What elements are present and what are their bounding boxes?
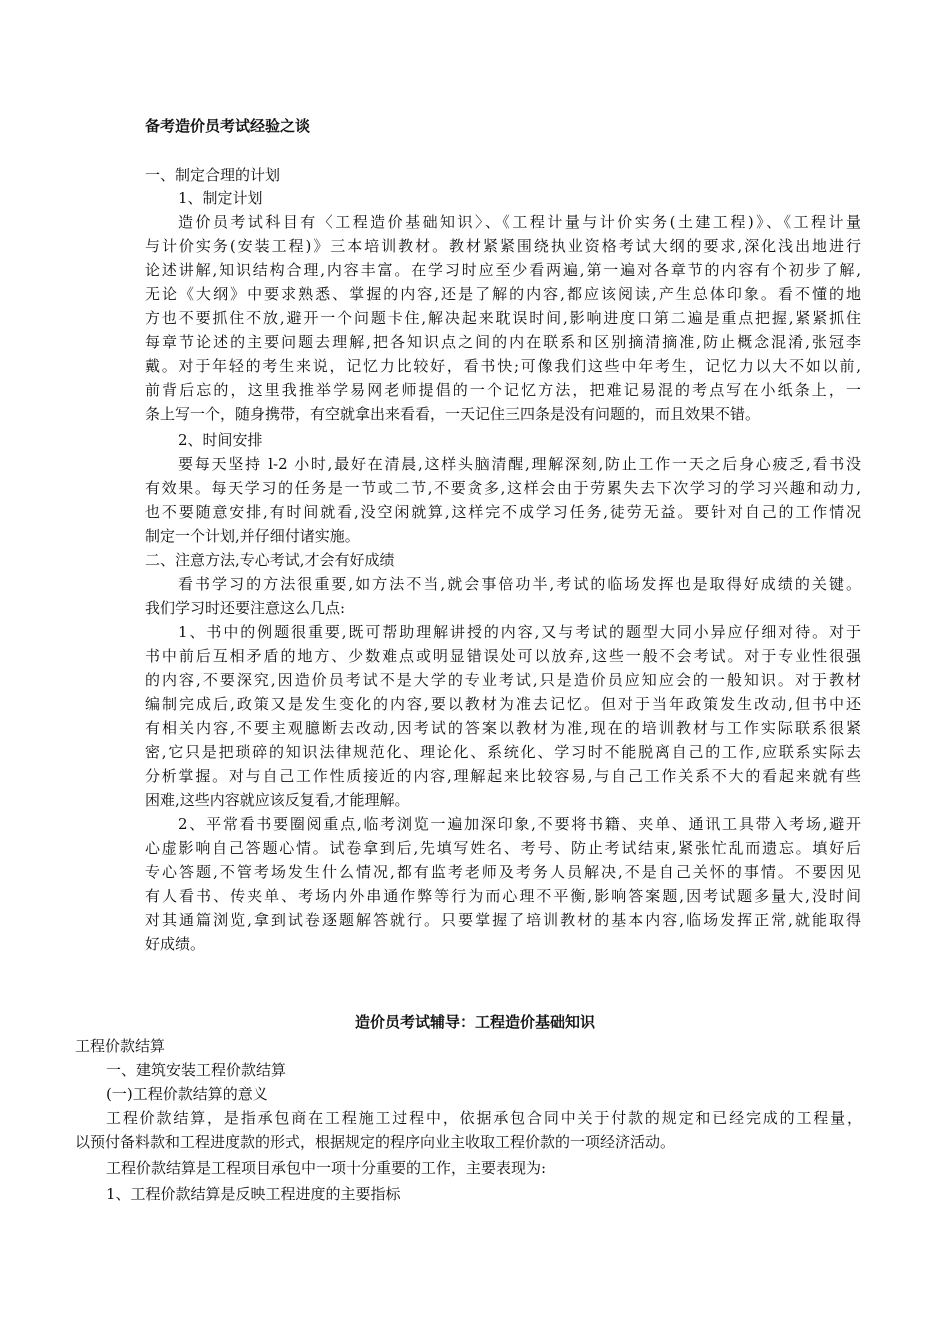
paragraph-line: 好成绩。 bbox=[145, 935, 206, 953]
heading-plan: 一、制定合理的计划 bbox=[145, 166, 281, 184]
paragraph-line: 困难,这些内容就应该反复看,才能理解。 bbox=[145, 791, 410, 809]
subheading-plan: 1、制定计划 bbox=[178, 189, 263, 207]
paragraph-line: 有人看书、传夹单、考场内外串通作弊等行为而心理不平衡,影响答案题,因考试题多量大,没时间 bbox=[145, 887, 861, 905]
paragraph-indicator: 1、工程价款结算是反映工程进度的主要指标 bbox=[106, 1185, 401, 1203]
paragraph-line: 1、书中的例题很重要,既可帮助理解讲授的内容,又与考试的题型大同小异应仔细对待。对于 bbox=[178, 623, 861, 641]
section-heading: 工程价款结算 bbox=[75, 1037, 166, 1055]
doc-title: 备考造价员考试经验之谈 bbox=[145, 117, 311, 135]
paragraph-line: 戴。对于年轻的考生来说，记忆力比较好，看书快;可像我们这些中年考生，记忆力以大不如以前, bbox=[145, 357, 861, 375]
paragraph-line: 每章节论述的主要问题去理解,把各知识点之间的内在联系和区别摘清摘准,防止概念混淆,张冠李 bbox=[145, 333, 861, 351]
paragraph-line: 无论《大纲》中要求熟悉、掌握的内容,还是了解的内容,都应该阅读,产生总体印象。看不懂的地 bbox=[145, 285, 861, 303]
paragraph-line: 与计价实务(安装工程)》三本培训教材。教材紧紧围绕执业资格考试大纲的要求,深化浅出地进行 bbox=[145, 237, 861, 255]
paragraph-line: 我们学习时还要注意这么几点: bbox=[145, 599, 346, 617]
paragraph-line: 书中前后互相矛盾的地方、少数难点或明显错误处可以放弃,这些一般不会考试。对于专业性很强 bbox=[145, 647, 861, 665]
heading-method: 二、注意方法,专心考试,才会有好成绩 bbox=[145, 551, 395, 569]
paragraph-line: 有效果。每天学习的任务是一节或二节,不要贪多,这样会由于劳累失去下次学习的学习兴趣和动力, bbox=[145, 479, 861, 497]
paragraph-line: 编制完成后,政策又是发生变化的内容,要以教材为准去记忆。但对于当年政策发生改动,但书中还 bbox=[145, 695, 861, 713]
paragraph-line: 方也不要抓住不放,避开一个问题卡住,解决起来耽误时间,影响进度口第二遍是重点把握,紧紧抓住 bbox=[145, 309, 861, 327]
paragraph-line: 工程价款结算，是指承包商在工程施工过程中，依据承包合同中关于付款的规定和已经完成的工程量， bbox=[106, 1109, 862, 1127]
paragraph-line: 密,它只是把琐碎的知识法律规范化、理论化、系统化、学习时不能脱离自己的工作,应联系实际去 bbox=[145, 743, 861, 761]
section-title: 造价员考试辅导：工程造价基础知识 bbox=[354, 1013, 595, 1031]
paragraph-line: 对其通篇浏览,拿到试卷逐题解答就行。只要掌握了培训教材的基本内容,临场发挥正常,就能取得 bbox=[145, 911, 861, 929]
paragraph-line: 造价员考试科目有〈工程造价基础知识〉、《工程计量与计价实务(土建工程)》、《工程计量 bbox=[178, 213, 861, 231]
heading-significance: (一)工程价款结算的意义 bbox=[106, 1085, 268, 1103]
paragraph-line: 制定一个计划,并仔细付诸实施。 bbox=[145, 527, 360, 545]
paragraph-line: 论述讲解,知识结构合理,内容丰富。在学习时应至少看两遍,第一遍对各章节的内容有个初步了解, bbox=[145, 261, 861, 279]
heading-settlement: 一、建筑安装工程价款结算 bbox=[106, 1061, 287, 1079]
paragraph-line: 要每天坚持 l-2 小时,最好在清晨,这样头脑清醒,理解深刻,防止工作一天之后身心疲乏,看书没 bbox=[178, 455, 861, 473]
subheading-schedule: 2、时间安排 bbox=[178, 431, 263, 449]
paragraph-line: 2、平常看书要圈阅重点,临考浏览一遍加深印象,不要将书籍、夹单、通讯工具带入考场,避开 bbox=[178, 815, 861, 833]
paragraph-line: 条上写一个，随身携带，有空就拿出来看看，一天记住三四条是没有问题的，而且效果不错。 bbox=[145, 405, 761, 423]
paragraph-line: 以预付备料款和工程进度款的形式，根据规定的程序向业主收取工程价款的一项经济活动。 bbox=[75, 1133, 676, 1151]
paragraph-importance: 工程价款结算是工程项目承包中一项十分重要的工作，主要表现为: bbox=[106, 1159, 547, 1177]
paragraph-line: 有相关内容,不要主观臆断去改动,因考试的答案以教材为准,现在的培训教材与工作实际联系很紧 bbox=[145, 719, 861, 737]
paragraph-line: 的内容,不要深究,因造价员考试不是大学的专业考试,只是造价员应知应会的一般知识。对于教材 bbox=[145, 671, 861, 689]
paragraph-line: 分析掌握。对与自己工作性质接近的内容,理解起来比较容易,与自己工作关系不大的看起来就有些 bbox=[145, 767, 861, 785]
paragraph-line: 心虚影响自己答题心情。试卷拿到后,先填写姓名、考号、防止考试结束,紧张忙乱而遗忘。填好后 bbox=[145, 839, 861, 857]
paragraph-line: 看书学习的方法很重要,如方法不当,就会事倍功半,考试的临场发挥也是取得好成绩的关键。 bbox=[178, 575, 861, 593]
paragraph-line: 专心答题,不管考场发生什么情况,都有监考老师及考务人员解决,不是自己关怀的事情。不要因见 bbox=[145, 863, 861, 881]
paragraph-line: 前背后忘的，这里我推举学易网老师提倡的一个记忆方法，把难记易混的考点写在小纸条上，一 bbox=[145, 381, 861, 399]
paragraph-line: 也不要随意安排,有时间就看,没空闲就算,这样完不成学习任务,徒劳无益。要针对自己的工作情况 bbox=[145, 503, 861, 521]
